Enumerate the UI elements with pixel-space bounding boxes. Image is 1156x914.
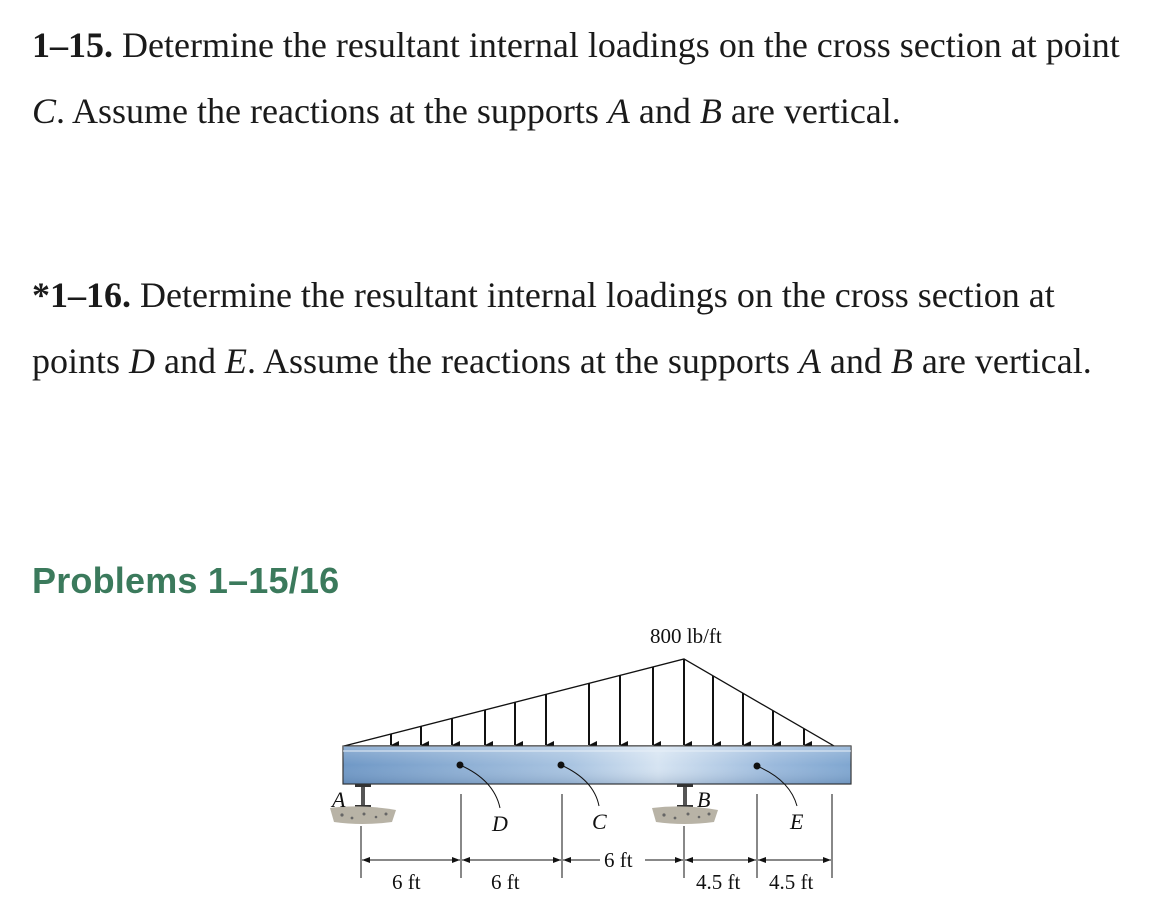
point-label: E — [225, 341, 247, 381]
label-c: C — [592, 809, 607, 834]
label-d: D — [492, 811, 508, 836]
problem-text: and — [629, 91, 700, 131]
dimension-label: 6 ft — [491, 870, 520, 894]
support-label: A — [798, 341, 821, 381]
problem-number: 1–16. — [50, 275, 131, 315]
label-a: A — [332, 787, 346, 812]
problem-text: Determine the resultant internal loadings on the cross section at points — [32, 275, 1055, 381]
point-label: C — [32, 91, 57, 131]
problem-text: Determine the resultant internal loadings on the cross section at point — [113, 25, 1120, 65]
dimension-label: 6 ft — [392, 870, 421, 894]
label-b: B — [697, 787, 711, 812]
dimension-label: 6 ft — [604, 848, 633, 872]
dimension-label: 4.5 ft — [696, 870, 741, 894]
support-label: B — [699, 91, 722, 131]
support-label: A — [607, 91, 630, 131]
problem-text: . Assume the reactions at the supports — [247, 341, 799, 381]
problem-number: 1–15. — [32, 25, 113, 65]
problem-text: and — [155, 341, 225, 381]
problem-text: are vertical. — [912, 341, 1092, 381]
star-marker: * — [32, 275, 50, 315]
figure-caption: Problems 1–15/16 — [32, 560, 340, 601]
support-label: B — [890, 341, 913, 381]
beam-shading — [343, 746, 851, 784]
problem-text: and — [820, 341, 891, 381]
dimension-label: 4.5 ft — [769, 870, 814, 894]
problem-text: . Assume the reactions at the supports — [56, 91, 608, 131]
extension-lines — [361, 794, 832, 878]
load-arrows — [391, 659, 804, 745]
problem-text: are vertical. — [721, 91, 901, 131]
point-label: D — [129, 341, 156, 381]
load-label: 800 lb/ft — [650, 624, 722, 648]
label-e: E — [790, 809, 804, 834]
